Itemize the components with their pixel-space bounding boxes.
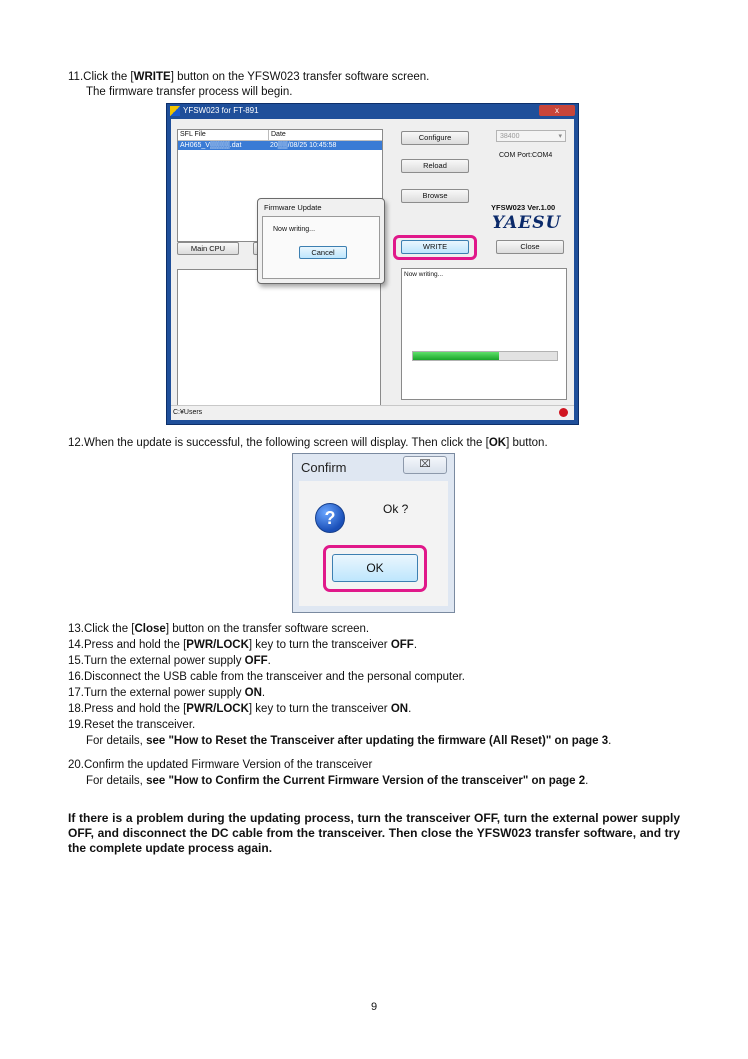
progress-bar: [412, 351, 558, 361]
baud-rate-select[interactable]: 38400 ▾: [496, 130, 566, 142]
file-list-header: [178, 130, 382, 141]
question-icon: ?: [315, 503, 345, 533]
step-emphasis: ON: [244, 687, 262, 699]
step-text: .: [413, 639, 418, 651]
step-number: 17.: [68, 687, 84, 699]
step-text: For details,: [86, 735, 147, 747]
step-item: [68, 702, 411, 716]
step-text: .: [261, 687, 266, 699]
window-client: [171, 119, 574, 420]
write-button[interactable]: WRITE: [401, 240, 469, 254]
step-text: ] key to turn the transceiver: [248, 639, 391, 651]
step-text: For details,: [86, 775, 147, 787]
confirm-title: Confirm: [301, 460, 347, 475]
step-text: .: [585, 775, 589, 787]
step-11-continuation: The firmware transfer process will begin.: [86, 86, 293, 98]
step-emphasis: Close: [134, 623, 166, 635]
step-number: 14.: [68, 639, 84, 651]
step-item: [68, 654, 271, 668]
step-emphasis: OFF: [390, 639, 414, 651]
step-item: [68, 622, 369, 636]
step-item: [86, 774, 588, 788]
firmware-update-dialog: [257, 198, 385, 284]
main-cpu-button[interactable]: Main CPU: [177, 242, 239, 255]
version-label: YFSW023 Ver.1.00: [491, 203, 556, 212]
step-text: Disconnect the USB cable from the transceiver and the personal computer.: [84, 671, 465, 683]
warning-paragraph: If there is a problem during the updating process, turn the transceiver OFF, turn the external power supply OFF, and disconnect the DC cable from the transceiver. Then close the YFSW023 transfer software, and try the complete update process again.: [68, 811, 680, 855]
log-text: Now writing...: [404, 271, 444, 278]
confirm-message: Ok ?: [383, 502, 409, 516]
yaesu-logo: YAESU: [492, 213, 562, 233]
step-number: 18.: [68, 703, 84, 715]
step-text: Reset the transceiver.: [84, 719, 196, 731]
step-text: ] key to turn the transceiver: [248, 703, 391, 715]
browse-button[interactable]: Browse: [401, 189, 469, 203]
left-log-panel: [177, 269, 381, 409]
chevron-down-icon: ▾: [558, 133, 562, 140]
file-list-row[interactable]: AH065_V▒▒▒▒.dat 20▒▒/08/25 10:45:58: [178, 141, 382, 150]
step-item: [68, 758, 372, 772]
step-text: ] button on the transfer software screen.: [165, 623, 370, 635]
step-item: [68, 638, 417, 652]
ok-button[interactable]: OK: [332, 554, 418, 582]
step-item: [68, 686, 265, 700]
step-item: [68, 718, 195, 732]
window-title: YFSW023 for FT-891: [183, 106, 259, 115]
step-emphasis: ON: [390, 703, 409, 715]
step-text: Turn the external power supply: [84, 687, 245, 699]
step-emphasis: OFF: [244, 655, 268, 667]
step-text: Press and hold the [: [84, 639, 187, 651]
dialog-body: [262, 216, 380, 279]
status-path: C:¥Users: [173, 409, 203, 416]
step-text: .: [608, 735, 612, 747]
step-text: Confirm the updated Firmware Version of the transceiver: [84, 759, 373, 771]
dialog-message: Now writing...: [273, 226, 316, 233]
step-text: .: [408, 703, 412, 715]
log-panel: [401, 268, 567, 400]
step-number: 19.: [68, 719, 84, 731]
step-emphasis: PWR/LOCK: [186, 639, 249, 651]
page-number: 9: [370, 1001, 378, 1013]
progress-fill: [413, 352, 499, 360]
close-icon[interactable]: ⌧: [403, 456, 447, 474]
step-number: 11.: [68, 71, 84, 83]
step-emphasis: see "How to Confirm the Current Firmware Version of the transceiver" on page 2: [146, 775, 586, 787]
step-number: 16.: [68, 671, 84, 683]
step-item: [68, 670, 465, 684]
window-close-button[interactable]: x: [539, 105, 575, 116]
confirm-body: [299, 481, 448, 606]
ok-button-highlight: [323, 545, 427, 592]
cancel-button[interactable]: Cancel: [299, 246, 347, 259]
write-button-highlight: [393, 235, 477, 260]
status-bar: [171, 405, 574, 420]
dialog-title: Firmware Update: [264, 203, 322, 212]
step-emphasis: see "How to Reset the Transceiver after updating the firmware (All Reset)" on page 3: [146, 735, 609, 747]
step-text: Press and hold the [: [84, 703, 187, 715]
confirm-dialog: [292, 453, 455, 613]
step-text: Turn the external power supply: [84, 655, 245, 667]
step-text: .: [267, 655, 271, 667]
reload-button[interactable]: Reload: [401, 159, 469, 173]
step-12: 12.When the update is successful, the following screen will display. Then click the [OK] button.: [68, 437, 548, 449]
step-emphasis: PWR/LOCK: [186, 703, 249, 715]
status-indicator-icon: [559, 408, 568, 417]
step-number: 20.: [68, 759, 84, 771]
yfsw023-window: [166, 103, 579, 425]
close-button[interactable]: Close: [496, 240, 564, 254]
com-port-label: COM Port:COM4: [499, 152, 553, 159]
step-11: 11.Click the [WRITE] button on the YFSW023 transfer software screen.: [68, 71, 430, 83]
step-number: 13.: [68, 623, 84, 635]
column-sfl-file[interactable]: SFL File: [180, 131, 206, 138]
step-item: [86, 734, 611, 748]
step-number: 15.: [68, 655, 84, 667]
configure-button[interactable]: Configure: [401, 131, 469, 145]
column-date[interactable]: Date: [268, 130, 286, 140]
step-text: Click the [: [84, 623, 135, 635]
step-number: 12.: [68, 437, 84, 449]
